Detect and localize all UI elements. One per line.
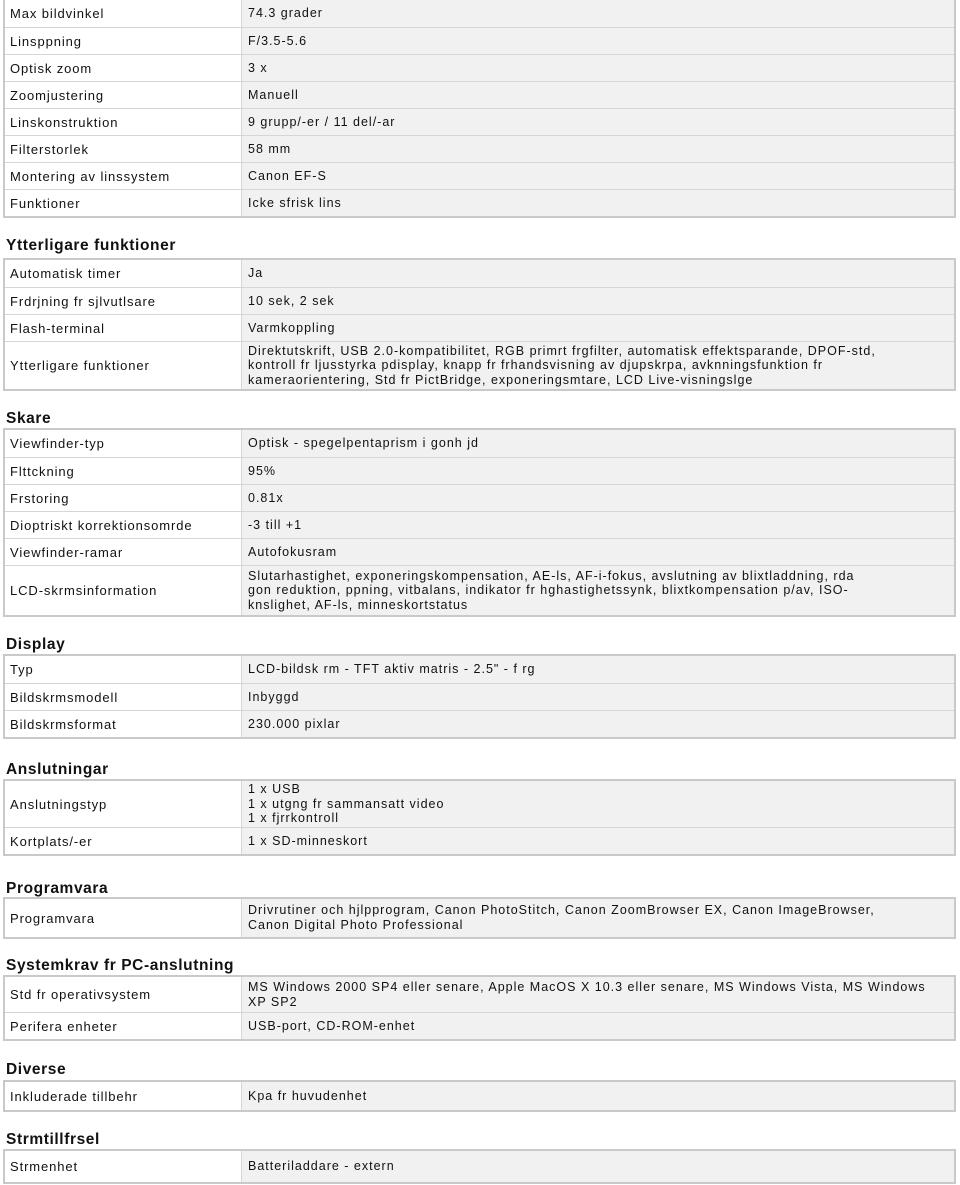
spec-label: Viewfinder-typ — [10, 436, 105, 451]
spec-value — [241, 566, 954, 615]
table-row — [5, 260, 954, 287]
spec-label: Bildskrmsformat — [10, 716, 117, 732]
table-row — [5, 511, 954, 538]
table-row — [5, 1082, 954, 1110]
spec-value-line: 58 mm — [248, 141, 292, 156]
spec-value — [241, 315, 954, 341]
spec-table-diverse — [3, 1080, 956, 1112]
spec-value-line: 10 sek, 2 sek — [248, 293, 335, 308]
table-row — [5, 683, 954, 710]
spec-value-line: Manuell — [248, 87, 299, 102]
spec-value-line: knslighet, AF-ls, minneskortstatus — [248, 597, 469, 612]
spec-value — [241, 458, 954, 484]
table-row — [5, 977, 954, 1012]
spec-label: Frdrjning fr sjlvutlsare — [10, 293, 156, 309]
spec-value-line: Batteriladdare - extern — [248, 1159, 395, 1174]
spec-value — [241, 163, 954, 189]
spec-value-line: Optisk - spegelpentaprism i gonh jd — [248, 436, 479, 451]
table-row — [5, 565, 954, 615]
spec-value-line: Autofokusram — [248, 544, 338, 559]
spec-label: Frstoring — [10, 490, 70, 506]
spec-value-line: Slutarhastighet, exponeringskompensation, AE-ls, AF-i-fokus, avslutning av blixtladdning, rda — [248, 568, 855, 583]
table-row — [5, 656, 954, 683]
table-row — [5, 189, 954, 216]
spec-value — [241, 136, 954, 162]
spec-label: Std fr operativsystem — [10, 987, 151, 1002]
spec-label: Max bildvinkel — [10, 6, 105, 21]
spec-label: Bildskrmsmodell — [10, 689, 119, 705]
spec-value — [241, 28, 954, 54]
spec-value — [241, 430, 954, 457]
spec-value-line: Ja — [248, 266, 264, 281]
spec-value-line: 74.3 grader — [248, 6, 323, 21]
spec-table-systemkrav-fr-pc-anslutning — [3, 975, 956, 1041]
spec-value-line: Drivrutiner och hjlpprogram, Canon PhotoStitch, Canon ZoomBrowser EX, Canon ImageBrowser, — [248, 903, 875, 918]
spec-table-ytterligare-funktioner — [3, 258, 956, 391]
spec-label: Typ — [10, 662, 34, 677]
spec-table-anslutningar — [3, 779, 956, 856]
spec-value — [241, 55, 954, 81]
spec-value-line: Canon Digital Photo Professional — [248, 918, 464, 932]
spec-table-strmtillfrsel — [3, 1149, 956, 1184]
table-row — [5, 781, 954, 827]
spec-value — [241, 342, 954, 389]
section-title-diverse: Diverse — [6, 1061, 67, 1078]
table-row — [5, 162, 954, 189]
spec-value — [241, 82, 954, 108]
table-row — [5, 108, 954, 135]
spec-table-programvara — [3, 897, 956, 939]
spec-label: Strmenhet — [10, 1159, 79, 1174]
spec-label: Funktioner — [10, 195, 81, 211]
spec-label: Optisk zoom — [10, 60, 93, 76]
table-row — [5, 538, 954, 565]
spec-value — [241, 899, 954, 937]
spec-value-line: Varmkoppling — [248, 320, 336, 335]
spec-value-line: 95% — [248, 463, 277, 478]
spec-value — [241, 977, 954, 1012]
spec-table-display — [3, 654, 956, 739]
spec-value-line: LCD-bildsk rm - TFT aktiv matris - 2.5" - f rg — [248, 662, 536, 677]
table-row — [5, 899, 954, 937]
spec-label: LCD-skrmsinformation — [10, 583, 158, 598]
spec-label: Ytterligare funktioner — [10, 358, 150, 373]
table-row — [5, 27, 954, 54]
spec-label: Montering av linssystem — [10, 168, 171, 184]
spec-value-line: 0.81x — [248, 490, 284, 505]
section-title-systemkrav-fr-pc-anslutning: Systemkrav fr PC-anslutning — [6, 957, 235, 974]
spec-label: Flash-terminal — [10, 320, 105, 336]
table-row — [5, 135, 954, 162]
section-title-programvara: Programvara — [6, 880, 109, 897]
spec-value-line: MS Windows 2000 SP4 eller senare, Apple MacOS X 10.3 eller senare, MS Windows Vista, MS Windows — [248, 979, 926, 994]
spec-value-line: 1 x fjrrkontroll — [248, 811, 340, 826]
spec-value — [241, 485, 954, 511]
spec-value-line: Inbyggd — [248, 689, 300, 704]
table-row — [5, 430, 954, 457]
table-row — [5, 484, 954, 511]
spec-label: Dioptriskt korrektionsomrde — [10, 517, 193, 533]
spec-value — [241, 1013, 954, 1039]
spec-label: Anslutningstyp — [10, 796, 108, 812]
spec-value — [241, 0, 954, 27]
spec-value — [241, 260, 954, 287]
spec-label: Flttckning — [10, 463, 75, 479]
spec-table-specs — [3, 0, 956, 218]
section-title-anslutningar: Anslutningar — [6, 761, 109, 778]
spec-label: Kortplats/-er — [10, 833, 93, 849]
spec-value — [241, 109, 954, 135]
spec-value-line: kontroll fr ljusstyrka pdisplay, knapp fr frhandsvisning av djupskrpa, avknningsfunktion fr — [248, 358, 824, 373]
spec-value — [241, 512, 954, 538]
spec-value-line: XP SP2 — [248, 994, 298, 1009]
table-row — [5, 1151, 954, 1182]
spec-value — [241, 828, 954, 854]
spec-label: Programvara — [10, 910, 96, 926]
spec-value-line: Canon EF-S — [248, 168, 327, 183]
spec-value — [241, 539, 954, 565]
section-title-strmtillfrsel: Strmtillfrsel — [6, 1131, 100, 1148]
table-row — [5, 54, 954, 81]
spec-value-line: 1 x utgng fr sammansatt video — [248, 796, 445, 811]
spec-value — [241, 288, 954, 314]
spec-value — [241, 711, 954, 737]
spec-value-line: USB-port, CD-ROM-enhet — [248, 1018, 416, 1033]
spec-value-line: Kpa fr huvudenhet — [248, 1088, 368, 1103]
spec-value — [241, 190, 954, 216]
spec-value-line: kameraorientering, Std fr PictBridge, exponeringsmtare, LCD Live-visningslge — [248, 372, 754, 387]
spec-value — [241, 1082, 954, 1110]
spec-value-line: Direktutskrift, USB 2.0-kompatibilitet, RGB primrt frgfilter, automatisk effektsparande, DPOF-std, — [248, 343, 876, 358]
section-title-display: Display — [6, 636, 66, 653]
section-title-ytterligare-funktioner: Ytterligare funktioner — [6, 237, 176, 254]
spec-label: Zoomjustering — [10, 87, 105, 103]
spec-label: Filterstorlek — [10, 141, 89, 157]
spec-label: Viewfinder-ramar — [10, 544, 124, 560]
table-row — [5, 81, 954, 108]
spec-label: Linskonstruktion — [10, 114, 119, 130]
spec-value — [241, 684, 954, 710]
section-title-skare: Skare — [6, 410, 52, 427]
spec-value-line: 9 grupp/-er / 11 del/-ar — [248, 114, 396, 129]
table-row — [5, 0, 954, 27]
spec-value-line: 3 x — [248, 60, 268, 75]
spec-value-line: F/3.5-5.6 — [248, 33, 308, 48]
spec-label: Automatisk timer — [10, 266, 122, 281]
spec-value-line: 1 x SD-minneskort — [248, 833, 368, 848]
spec-label: Perifera enheter — [10, 1018, 118, 1034]
table-row — [5, 314, 954, 341]
table-row — [5, 1012, 954, 1039]
spec-value-line: 230.000 pixlar — [248, 716, 341, 731]
table-row — [5, 287, 954, 314]
table-row — [5, 710, 954, 737]
spec-value-line: -3 till +1 — [248, 517, 303, 532]
spec-value — [241, 656, 954, 683]
spec-label: Inkluderade tillbehr — [10, 1088, 138, 1104]
spec-value-line: Icke sfrisk lins — [248, 195, 342, 210]
table-row — [5, 341, 954, 389]
spec-value-line: gon reduktion, ppning, vitbalans, indikator fr hghastighetssynk, blixtkompensation p/av, ISO- — [248, 583, 849, 598]
spec-label: Linsppning — [10, 33, 82, 49]
spec-value — [241, 781, 954, 827]
table-row — [5, 827, 954, 854]
spec-value-line: 1 x USB — [248, 782, 301, 797]
table-row — [5, 457, 954, 484]
spec-table-skare — [3, 428, 956, 617]
spec-value — [241, 1151, 954, 1182]
